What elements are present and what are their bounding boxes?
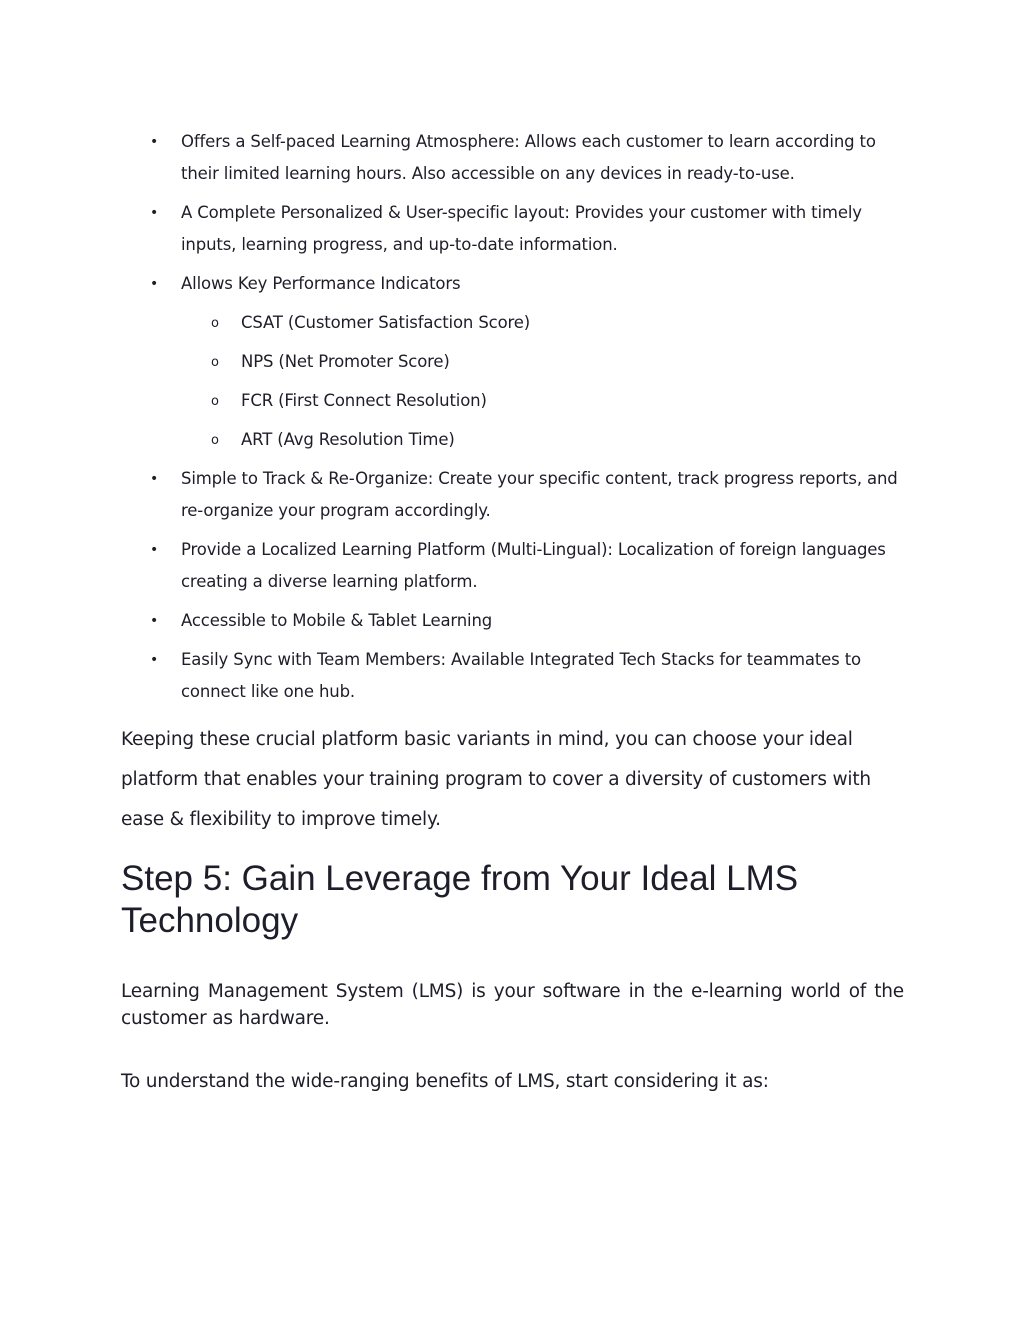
benefits-intro-paragraph: To understand the wide-ranging benefits of LMS, start considering it as: [121, 1071, 769, 1092]
sub-list-item [181, 385, 904, 417]
sub-list-item-text: ART (Avg Resolution Time) [241, 430, 455, 449]
list-item [121, 268, 904, 456]
list-item-text: Provide a Localized Learning Platform (Multi-Lingual): Localization of foreign languages creating a diverse learning platform. [181, 540, 886, 591]
section-heading: Step 5: Gain Leverage from Your Ideal LMS Technology [121, 859, 799, 940]
bullet-icon: • [150, 652, 159, 668]
sub-list-item [181, 424, 904, 456]
sub-list-item [181, 346, 904, 378]
list-item [121, 534, 904, 598]
summary-paragraph: Keeping these crucial platform basic variants in mind, you can choose your ideal platform that enables your training program to cover a diversity of customers with ease & flexibility to improve timely. [121, 729, 871, 830]
sub-list-item-text: NPS (Net Promoter Score) [241, 352, 450, 371]
kpi-sublist [181, 307, 904, 456]
list-item [121, 644, 904, 708]
circle-bullet-icon: o [211, 433, 219, 448]
sub-list-item [181, 307, 904, 339]
sub-list-item-text: CSAT (Customer Satisfaction Score) [241, 313, 531, 332]
circle-bullet-icon: o [211, 316, 219, 331]
circle-bullet-icon: o [211, 355, 219, 370]
feature-list [121, 126, 904, 708]
bullet-icon: • [150, 276, 159, 292]
list-item-text: Accessible to Mobile & Tablet Learning [181, 611, 493, 630]
bullet-icon: • [150, 542, 159, 558]
bullet-icon: • [150, 471, 159, 487]
list-item-text: Allows Key Performance Indicators [181, 274, 461, 293]
lms-paragraph: Learning Management System (LMS) is your software in the e-learning world of the customer as hardware. [121, 981, 904, 1029]
list-item-text: Easily Sync with Team Members: Available Integrated Tech Stacks for teammates to connect like one hub. [181, 650, 861, 701]
bullet-icon: • [150, 205, 159, 221]
circle-bullet-icon: o [211, 394, 219, 409]
bullet-icon: • [150, 613, 159, 629]
list-item [121, 605, 904, 637]
list-item [121, 463, 904, 527]
list-item-text: A Complete Personalized & User-specific layout: Provides your customer with timely inputs, learning progress, and up-to-date information. [181, 203, 862, 254]
list-item [121, 126, 904, 190]
bullet-icon: • [150, 134, 159, 150]
list-item-text: Offers a Self-paced Learning Atmosphere: Allows each customer to learn according to their limited learning hours. Also accessible on any devices in ready-to-use. [181, 132, 876, 183]
document-page [121, 126, 904, 1095]
list-item [121, 197, 904, 261]
list-item-text: Simple to Track & Re-Organize: Create your specific content, track progress reports, and re-organize your program accordingly. [181, 469, 898, 520]
sub-list-item-text: FCR (First Connect Resolution) [241, 391, 487, 410]
